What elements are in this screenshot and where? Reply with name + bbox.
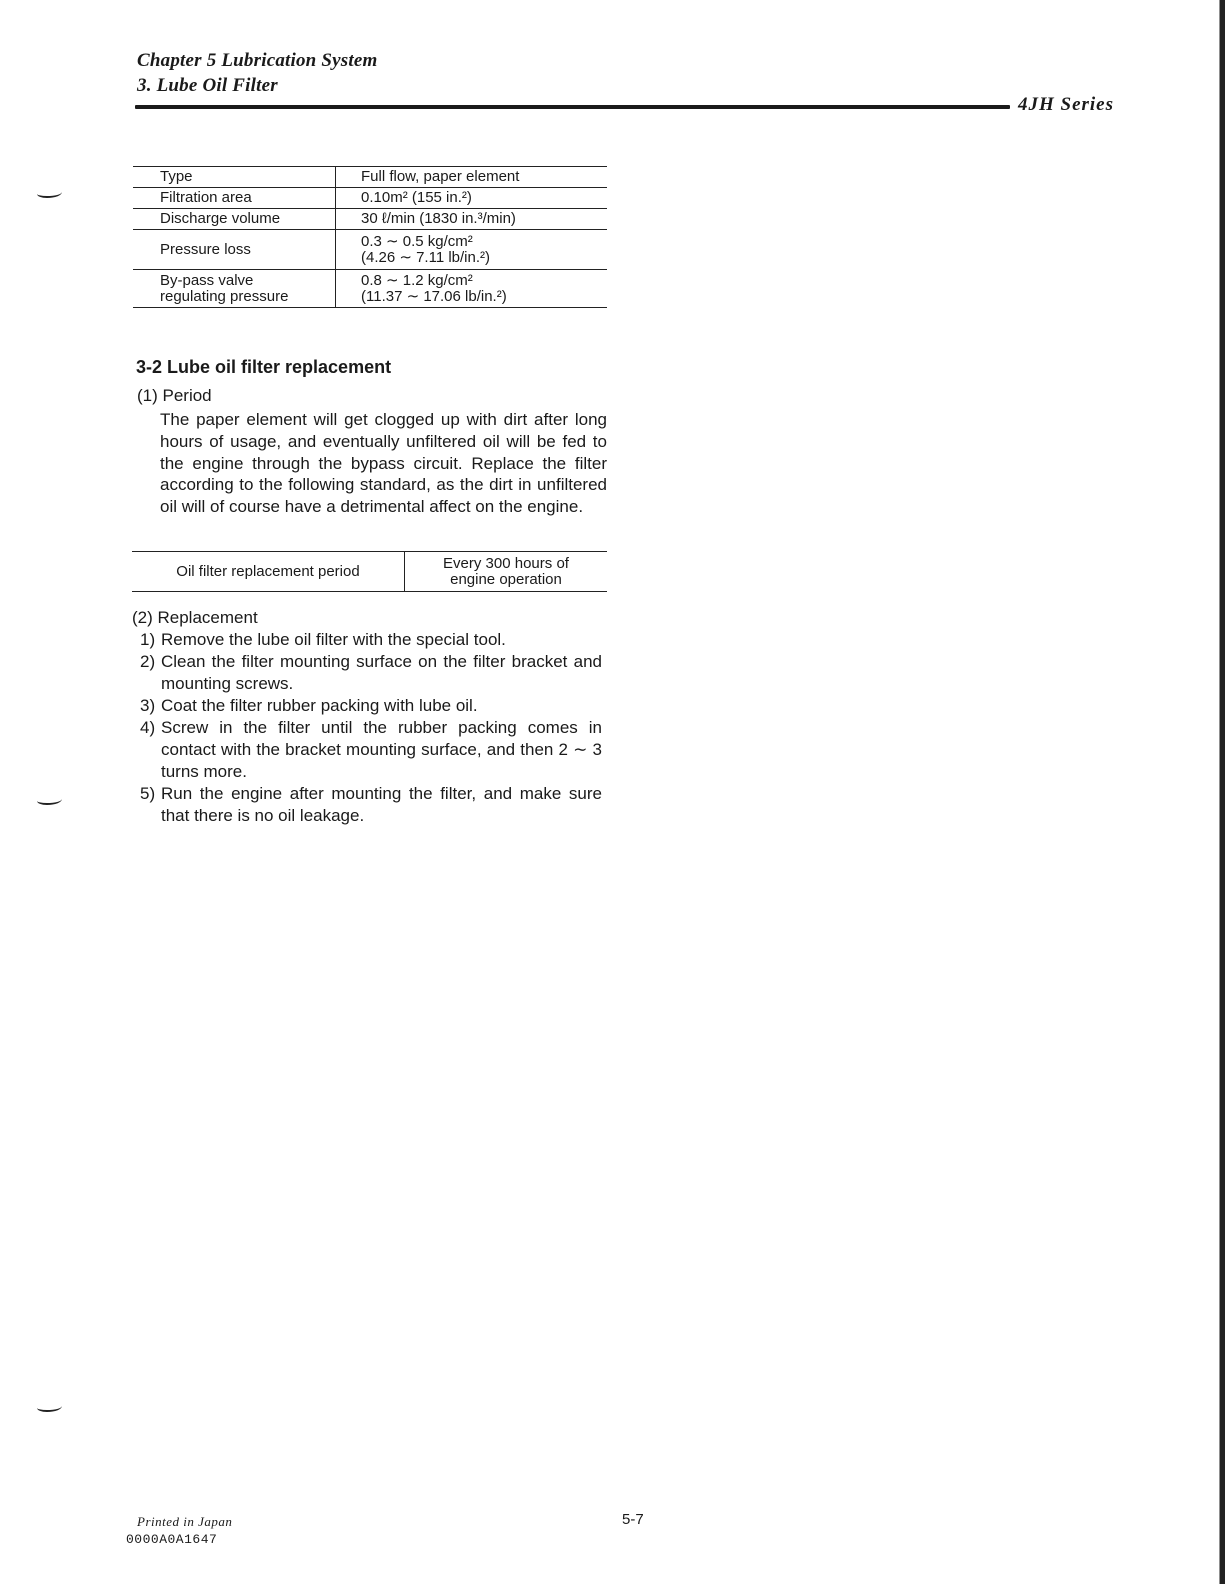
spec-value-line: 0.3 ∼ 0.5 kg/cm² [361,232,473,250]
list-item [140,651,602,695]
step-number: 4) [140,718,156,737]
spec-label [133,270,336,308]
printed-in-label: Printed in Japan [137,1514,233,1529]
spec-value-line: (4.26 ∼ 7.11 lb/in.²) [361,248,491,266]
step-number: 3) [140,696,156,715]
period-value [405,552,608,592]
section-title-header: 3. Lube Oil Filter [137,75,278,96]
scan-edge-shadow [1211,0,1225,1584]
period-heading: (1) Period [137,386,212,405]
table-row [133,167,607,188]
binding-mark [37,795,62,805]
section-heading: 3-2 Lube oil filter replacement [136,357,392,377]
spec-table [133,166,607,308]
period-table [132,551,607,592]
spec-value [336,230,608,270]
list-item [140,629,602,651]
binding-mark [37,1402,62,1412]
header-rule [135,105,1010,109]
step-number: 1) [140,630,156,649]
step-number: 2) [140,652,156,671]
spec-label-line: By-pass valve [160,271,254,289]
spec-label: Type [133,167,336,188]
binding-mark [37,188,62,198]
spec-value [336,270,608,308]
step-text: Screw in the filter until the rubber packing comes in contact with the bracket mounting surface, and then 2 ∼ 3 turns more. [161,718,602,781]
list-item [140,783,602,827]
spec-value: Full flow, paper element [336,167,608,188]
chapter-title: Chapter 5 Lubrication System [137,50,378,71]
period-value-line: engine operation [450,570,562,588]
table-row [132,552,607,592]
period-label: Oil filter replacement period [132,552,405,592]
spec-label-line: regulating pressure [160,287,289,305]
series-label: 4JH Series [1017,94,1114,115]
spec-label: Discharge volume [133,209,336,230]
page-number: 5-7 [622,1511,644,1528]
table-row [133,209,607,230]
table-row [133,188,607,209]
replacement-steps [140,629,602,827]
spec-value: 30 ℓ/min (1830 in.³/min) [336,209,608,230]
step-text: Run the engine after mounting the filter, and make sure that there is no oil leakage. [161,784,602,825]
table-row [133,230,607,270]
spec-label: Filtration area [133,188,336,209]
spec-label: Pressure loss [133,230,336,270]
spec-value: 0.10m² (155 in.²) [336,188,608,209]
list-item [140,717,602,783]
period-paragraph: The paper element will get clogged up with dirt after long hours of usage, and eventually unfiltered oil will be fed to the engine through the bypass circuit. Replace the filter according to the following standard, as the dirt in unfiltered oil will of course have a detrimental affect on the engine. [160,410,607,517]
spec-value-line: (11.37 ∼ 17.06 lb/in.²) [361,287,507,305]
table-row [133,270,607,308]
replacement-heading: (2) Replacement [132,608,258,627]
step-text: Clean the filter mounting surface on the filter bracket and mounting screws. [161,652,602,693]
step-text: Remove the lube oil filter with the special tool. [161,630,506,649]
period-value-line: Every 300 hours of [443,554,569,572]
list-item [140,695,602,717]
spec-value-line: 0.8 ∼ 1.2 kg/cm² [361,271,473,289]
document-code: 0000A0A1647 [126,1532,218,1547]
step-text: Coat the filter rubber packing with lube oil. [161,696,478,715]
step-number: 5) [140,784,156,803]
